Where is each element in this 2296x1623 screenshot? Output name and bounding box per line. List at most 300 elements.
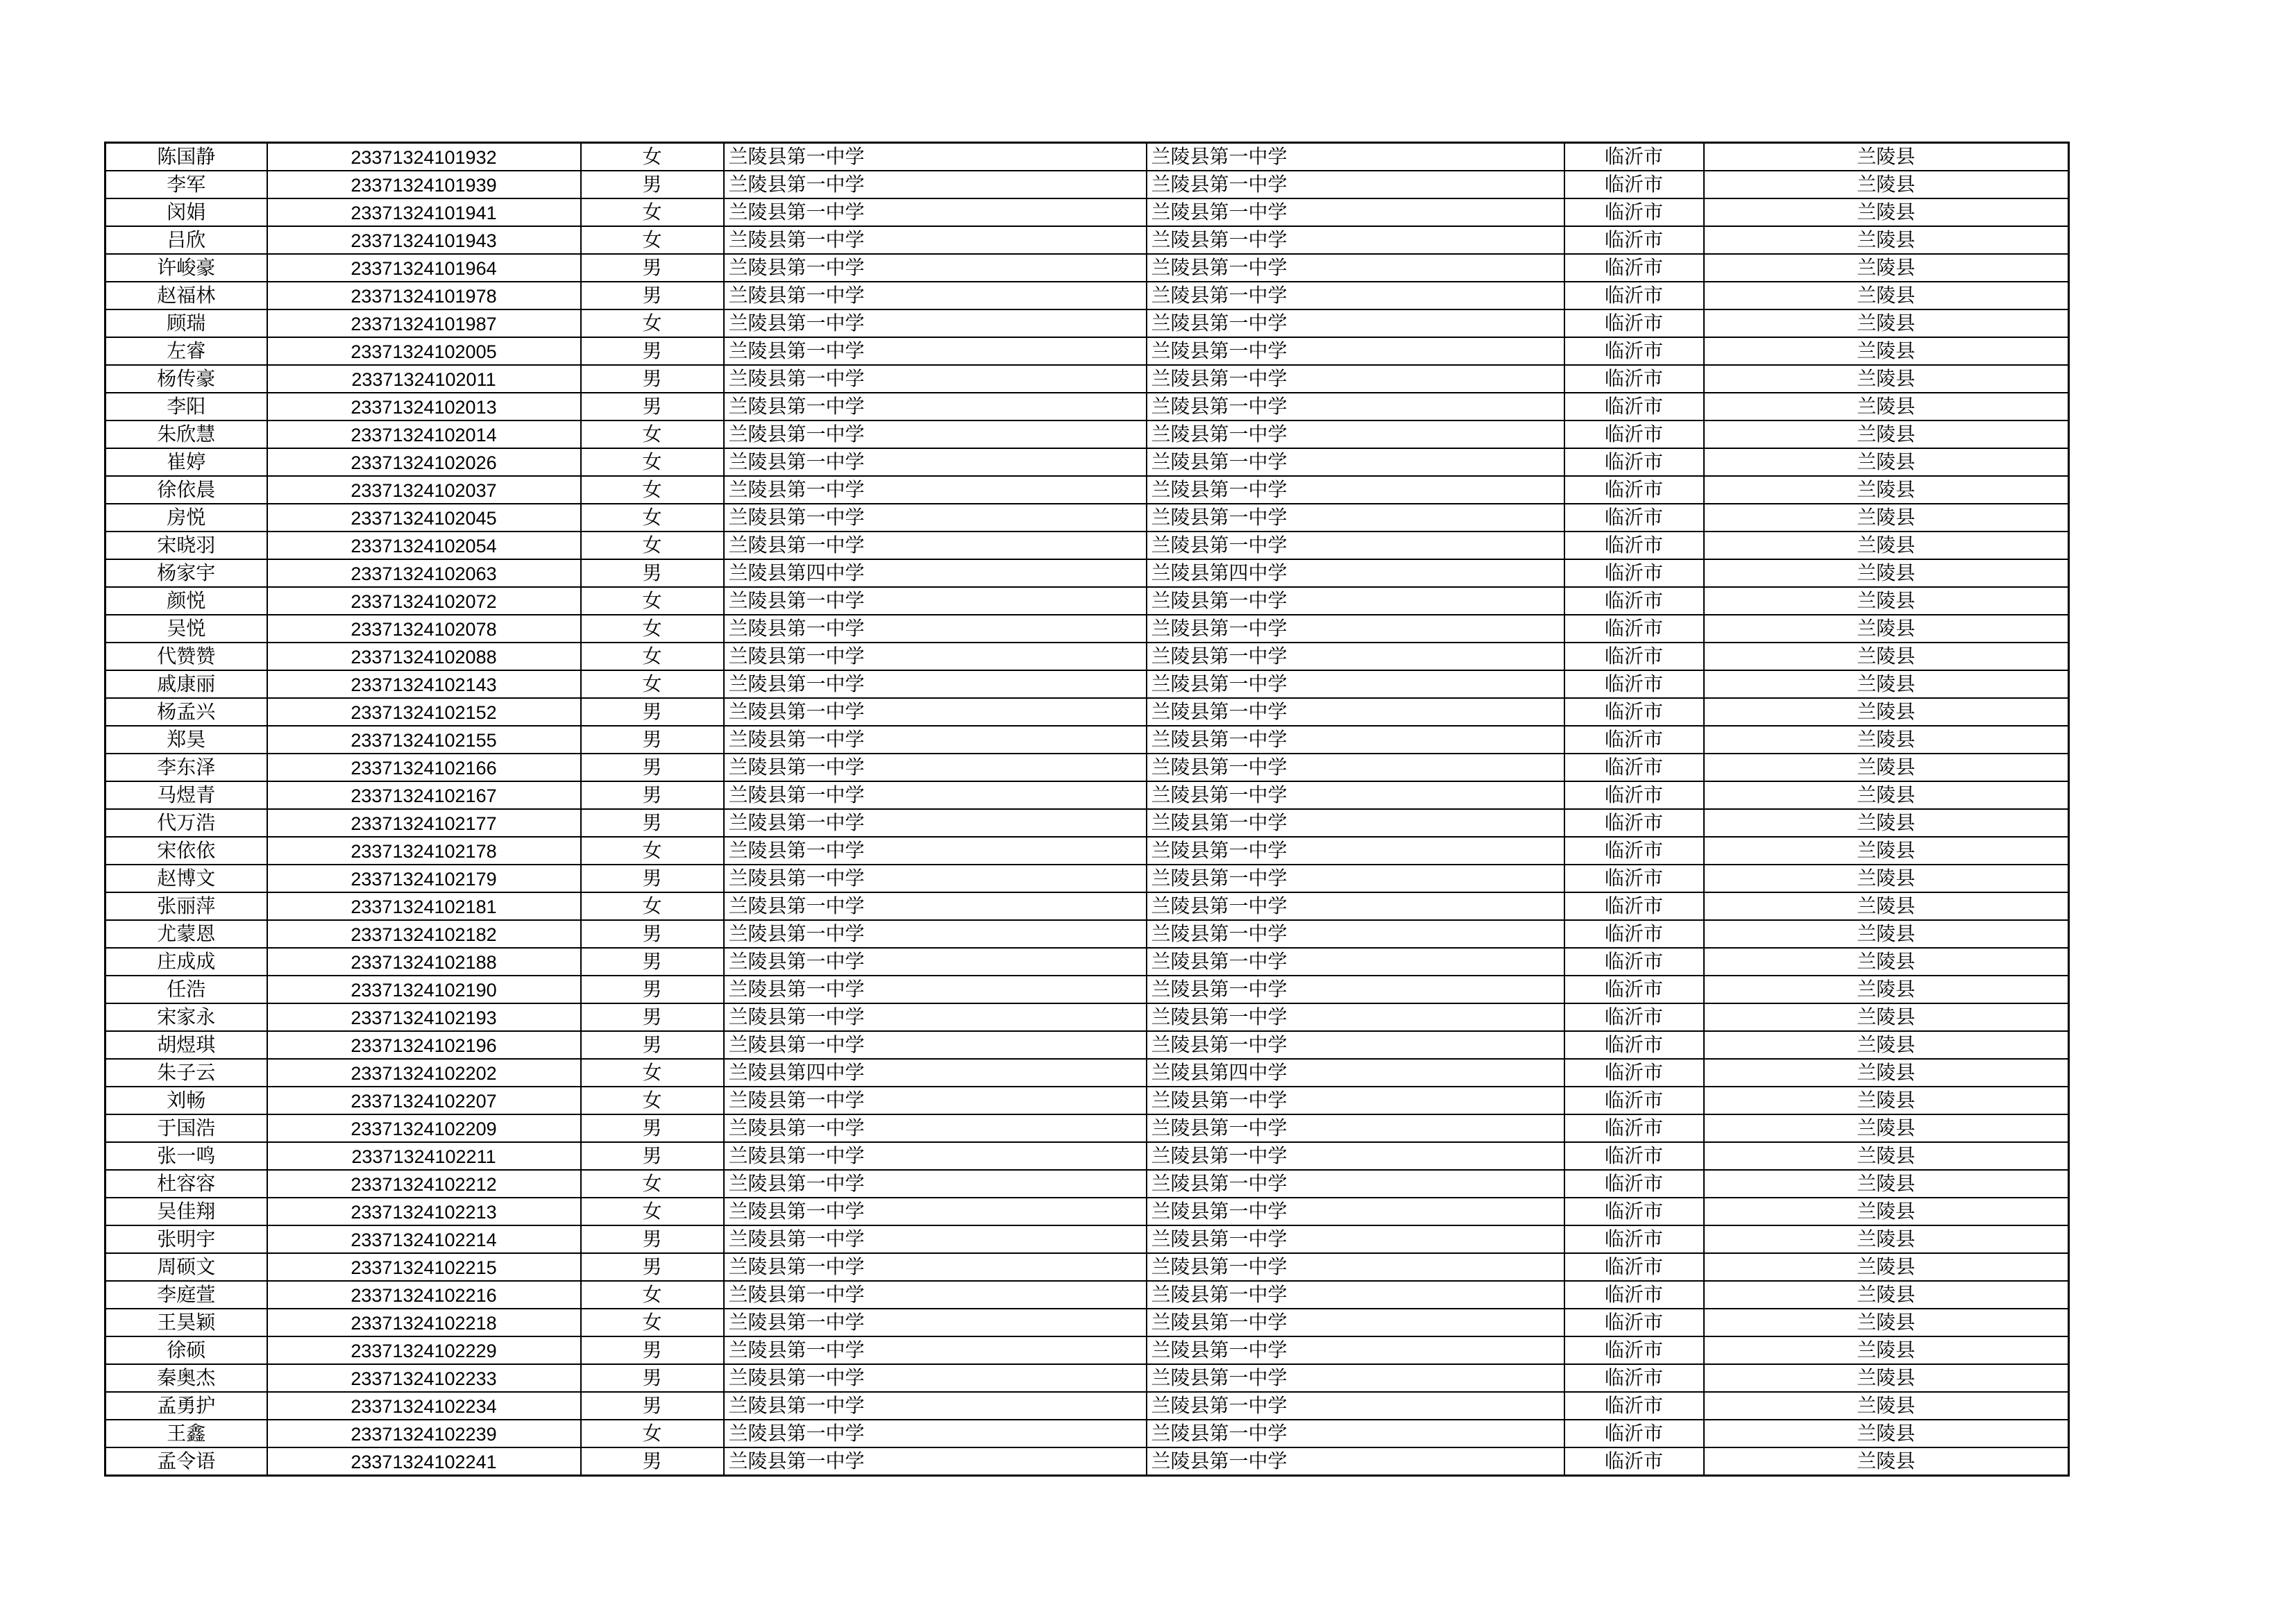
exam-number-cell: 23371324102196 [267, 1031, 581, 1059]
school-2-cell: 兰陵县第一中学 [1147, 920, 1564, 948]
gender-cell: 女 [581, 143, 724, 171]
school-2-cell: 兰陵县第一中学 [1147, 171, 1564, 198]
table-row [105, 1087, 2069, 1114]
county-cell: 兰陵县 [1704, 670, 2069, 698]
gender-cell: 女 [581, 1059, 724, 1087]
school-cell: 兰陵县第一中学 [724, 198, 1147, 226]
city-cell: 临沂市 [1564, 865, 1704, 892]
county-cell: 兰陵县 [1704, 809, 2069, 837]
name-cell: 宋晓羽 [105, 532, 267, 559]
name-cell: 李军 [105, 171, 267, 198]
city-cell: 临沂市 [1564, 1392, 1704, 1420]
gender-cell: 女 [581, 1087, 724, 1114]
county-cell: 兰陵县 [1704, 420, 2069, 448]
city-cell: 临沂市 [1564, 448, 1704, 476]
city-cell: 临沂市 [1564, 837, 1704, 865]
gender-cell: 男 [581, 365, 724, 393]
school-2-cell: 兰陵县第一中学 [1147, 198, 1564, 226]
county-cell: 兰陵县 [1704, 1198, 2069, 1225]
city-cell: 临沂市 [1564, 1087, 1704, 1114]
school-2-cell: 兰陵县第一中学 [1147, 393, 1564, 420]
school-2-cell: 兰陵县第一中学 [1147, 143, 1564, 171]
city-cell: 临沂市 [1564, 198, 1704, 226]
exam-number-cell: 23371324102190 [267, 976, 581, 1003]
gender-cell: 男 [581, 1253, 724, 1281]
county-cell: 兰陵县 [1704, 1114, 2069, 1142]
table-row [105, 143, 2069, 171]
name-cell: 刘畅 [105, 1087, 267, 1114]
county-cell: 兰陵县 [1704, 226, 2069, 254]
city-cell: 临沂市 [1564, 726, 1704, 754]
school-cell: 兰陵县第一中学 [724, 309, 1147, 337]
gender-cell: 女 [581, 420, 724, 448]
school-cell: 兰陵县第一中学 [724, 1225, 1147, 1253]
table-row [105, 420, 2069, 448]
city-cell: 临沂市 [1564, 420, 1704, 448]
name-cell: 赵博文 [105, 865, 267, 892]
gender-cell: 女 [581, 615, 724, 643]
city-cell: 临沂市 [1564, 1059, 1704, 1087]
exam-number-cell: 23371324102078 [267, 615, 581, 643]
table-row [105, 1447, 2069, 1476]
school-2-cell: 兰陵县第一中学 [1147, 1198, 1564, 1225]
exam-number-cell: 23371324102072 [267, 587, 581, 615]
gender-cell: 女 [581, 448, 724, 476]
name-cell: 吴悦 [105, 615, 267, 643]
name-cell: 代万浩 [105, 809, 267, 837]
school-2-cell: 兰陵县第一中学 [1147, 1309, 1564, 1336]
exam-number-cell: 23371324102179 [267, 865, 581, 892]
school-2-cell: 兰陵县第一中学 [1147, 476, 1564, 504]
name-cell: 任浩 [105, 976, 267, 1003]
school-2-cell: 兰陵县第一中学 [1147, 448, 1564, 476]
exam-number-cell: 23371324102037 [267, 476, 581, 504]
school-cell: 兰陵县第一中学 [724, 1114, 1147, 1142]
exam-number-cell: 23371324102181 [267, 892, 581, 920]
gender-cell: 男 [581, 948, 724, 976]
gender-cell: 男 [581, 698, 724, 726]
county-cell: 兰陵县 [1704, 448, 2069, 476]
exam-number-cell: 23371324102178 [267, 837, 581, 865]
county-cell: 兰陵县 [1704, 504, 2069, 532]
table-row [105, 1281, 2069, 1309]
name-cell: 吴佳翔 [105, 1198, 267, 1225]
school-cell: 兰陵县第一中学 [724, 1142, 1147, 1170]
city-cell: 临沂市 [1564, 1336, 1704, 1364]
school-cell: 兰陵县第一中学 [724, 948, 1147, 976]
gender-cell: 女 [581, 226, 724, 254]
county-cell: 兰陵县 [1704, 892, 2069, 920]
name-cell: 杜容容 [105, 1170, 267, 1198]
school-cell: 兰陵县第一中学 [724, 1087, 1147, 1114]
table-row [105, 976, 2069, 1003]
gender-cell: 男 [581, 559, 724, 587]
gender-cell: 女 [581, 504, 724, 532]
name-cell: 孟勇护 [105, 1392, 267, 1420]
exam-number-cell: 23371324101932 [267, 143, 581, 171]
city-cell: 临沂市 [1564, 337, 1704, 365]
school-cell: 兰陵县第一中学 [724, 226, 1147, 254]
city-cell: 临沂市 [1564, 143, 1704, 171]
gender-cell: 女 [581, 670, 724, 698]
school-cell: 兰陵县第一中学 [724, 1003, 1147, 1031]
county-cell: 兰陵县 [1704, 1336, 2069, 1364]
name-cell: 孟令语 [105, 1447, 267, 1476]
name-cell: 秦奥杰 [105, 1364, 267, 1392]
city-cell: 临沂市 [1564, 1420, 1704, 1447]
county-cell: 兰陵县 [1704, 476, 2069, 504]
city-cell: 临沂市 [1564, 309, 1704, 337]
exam-number-cell: 23371324102215 [267, 1253, 581, 1281]
school-cell: 兰陵县第一中学 [724, 337, 1147, 365]
exam-number-cell: 23371324101978 [267, 282, 581, 309]
exam-number-cell: 23371324102216 [267, 1281, 581, 1309]
exam-number-cell: 23371324102005 [267, 337, 581, 365]
school-cell: 兰陵县第一中学 [724, 1170, 1147, 1198]
exam-number-cell: 23371324102063 [267, 559, 581, 587]
county-cell: 兰陵县 [1704, 1420, 2069, 1447]
city-cell: 临沂市 [1564, 1281, 1704, 1309]
city-cell: 临沂市 [1564, 892, 1704, 920]
table-row [105, 504, 2069, 532]
table-row [105, 698, 2069, 726]
city-cell: 临沂市 [1564, 781, 1704, 809]
school-2-cell: 兰陵县第一中学 [1147, 365, 1564, 393]
table-row [105, 809, 2069, 837]
name-cell: 朱欣慧 [105, 420, 267, 448]
table-row [105, 532, 2069, 559]
exam-number-cell: 23371324102233 [267, 1364, 581, 1392]
county-cell: 兰陵县 [1704, 1392, 2069, 1420]
school-cell: 兰陵县第一中学 [724, 587, 1147, 615]
exam-number-cell: 23371324102188 [267, 948, 581, 976]
name-cell: 许峻豪 [105, 254, 267, 282]
gender-cell: 女 [581, 198, 724, 226]
school-2-cell: 兰陵县第一中学 [1147, 1392, 1564, 1420]
school-2-cell: 兰陵县第一中学 [1147, 809, 1564, 837]
table-row [105, 365, 2069, 393]
exam-number-cell: 23371324102166 [267, 754, 581, 781]
exam-number-cell: 23371324102234 [267, 1392, 581, 1420]
city-cell: 临沂市 [1564, 365, 1704, 393]
table-row [105, 1198, 2069, 1225]
school-cell: 兰陵县第一中学 [724, 643, 1147, 670]
county-cell: 兰陵县 [1704, 532, 2069, 559]
name-cell: 庄成成 [105, 948, 267, 976]
school-2-cell: 兰陵县第一中学 [1147, 1142, 1564, 1170]
name-cell: 顾瑞 [105, 309, 267, 337]
school-2-cell: 兰陵县第一中学 [1147, 643, 1564, 670]
county-cell: 兰陵县 [1704, 837, 2069, 865]
school-2-cell: 兰陵县第一中学 [1147, 754, 1564, 781]
school-cell: 兰陵县第一中学 [724, 1281, 1147, 1309]
city-cell: 临沂市 [1564, 532, 1704, 559]
city-cell: 临沂市 [1564, 1003, 1704, 1031]
school-2-cell: 兰陵县第一中学 [1147, 1031, 1564, 1059]
school-2-cell: 兰陵县第一中学 [1147, 698, 1564, 726]
county-cell: 兰陵县 [1704, 254, 2069, 282]
county-cell: 兰陵县 [1704, 781, 2069, 809]
county-cell: 兰陵县 [1704, 393, 2069, 420]
table-row [105, 393, 2069, 420]
school-2-cell: 兰陵县第一中学 [1147, 1003, 1564, 1031]
name-cell: 戚康丽 [105, 670, 267, 698]
exam-number-cell: 23371324102202 [267, 1059, 581, 1087]
exam-number-cell: 23371324101943 [267, 226, 581, 254]
city-cell: 临沂市 [1564, 948, 1704, 976]
city-cell: 临沂市 [1564, 1198, 1704, 1225]
exam-number-cell: 23371324102182 [267, 920, 581, 948]
gender-cell: 女 [581, 892, 724, 920]
school-2-cell: 兰陵县第一中学 [1147, 892, 1564, 920]
gender-cell: 男 [581, 1114, 724, 1142]
name-cell: 徐依晨 [105, 476, 267, 504]
table-row [105, 920, 2069, 948]
school-cell: 兰陵县第一中学 [724, 781, 1147, 809]
city-cell: 临沂市 [1564, 1253, 1704, 1281]
city-cell: 临沂市 [1564, 754, 1704, 781]
county-cell: 兰陵县 [1704, 643, 2069, 670]
school-cell: 兰陵县第一中学 [724, 532, 1147, 559]
school-cell: 兰陵县第一中学 [724, 365, 1147, 393]
gender-cell: 男 [581, 976, 724, 1003]
gender-cell: 男 [581, 254, 724, 282]
table-row [105, 1420, 2069, 1447]
gender-cell: 男 [581, 1447, 724, 1476]
city-cell: 临沂市 [1564, 476, 1704, 504]
name-cell: 吕欣 [105, 226, 267, 254]
school-cell: 兰陵县第一中学 [724, 754, 1147, 781]
exam-number-cell: 23371324102045 [267, 504, 581, 532]
city-cell: 临沂市 [1564, 282, 1704, 309]
school-cell: 兰陵县第一中学 [724, 1198, 1147, 1225]
name-cell: 闵娟 [105, 198, 267, 226]
county-cell: 兰陵县 [1704, 282, 2069, 309]
table-row [105, 1364, 2069, 1392]
exam-number-cell: 23371324101987 [267, 309, 581, 337]
exam-number-cell: 23371324102213 [267, 1198, 581, 1225]
county-cell: 兰陵县 [1704, 865, 2069, 892]
exam-number-cell: 23371324102229 [267, 1336, 581, 1364]
school-cell: 兰陵县第一中学 [724, 448, 1147, 476]
county-cell: 兰陵县 [1704, 754, 2069, 781]
gender-cell: 男 [581, 754, 724, 781]
table-row [105, 309, 2069, 337]
school-cell: 兰陵县第一中学 [724, 476, 1147, 504]
school-2-cell: 兰陵县第一中学 [1147, 1087, 1564, 1114]
table-row [105, 1253, 2069, 1281]
county-cell: 兰陵县 [1704, 143, 2069, 171]
school-cell: 兰陵县第一中学 [724, 254, 1147, 282]
name-cell: 代赞赞 [105, 643, 267, 670]
county-cell: 兰陵县 [1704, 1003, 2069, 1031]
table-row [105, 1003, 2069, 1031]
city-cell: 临沂市 [1564, 1364, 1704, 1392]
gender-cell: 女 [581, 587, 724, 615]
table-row [105, 448, 2069, 476]
exam-number-cell: 23371324102211 [267, 1142, 581, 1170]
name-cell: 李庭萱 [105, 1281, 267, 1309]
table-row [105, 1225, 2069, 1253]
school-2-cell: 兰陵县第一中学 [1147, 1336, 1564, 1364]
county-cell: 兰陵县 [1704, 698, 2069, 726]
school-cell: 兰陵县第一中学 [724, 892, 1147, 920]
school-cell: 兰陵县第一中学 [724, 1309, 1147, 1336]
county-cell: 兰陵县 [1704, 1170, 2069, 1198]
gender-cell: 男 [581, 337, 724, 365]
gender-cell: 女 [581, 1309, 724, 1336]
school-2-cell: 兰陵县第一中学 [1147, 948, 1564, 976]
school-2-cell: 兰陵县第一中学 [1147, 1364, 1564, 1392]
school-cell: 兰陵县第一中学 [724, 1420, 1147, 1447]
city-cell: 临沂市 [1564, 226, 1704, 254]
school-2-cell: 兰陵县第四中学 [1147, 1059, 1564, 1087]
gender-cell: 男 [581, 1364, 724, 1392]
gender-cell: 女 [581, 309, 724, 337]
gender-cell: 男 [581, 726, 724, 754]
name-cell: 王鑫 [105, 1420, 267, 1447]
exam-number-cell: 23371324102212 [267, 1170, 581, 1198]
name-cell: 张丽萍 [105, 892, 267, 920]
table-row [105, 1170, 2069, 1198]
student-roster-table [104, 142, 2070, 1477]
county-cell: 兰陵县 [1704, 587, 2069, 615]
gender-cell: 女 [581, 1198, 724, 1225]
table-row [105, 781, 2069, 809]
school-cell: 兰陵县第一中学 [724, 504, 1147, 532]
table-row [105, 1114, 2069, 1142]
name-cell: 王昊颖 [105, 1309, 267, 1336]
exam-number-cell: 23371324101964 [267, 254, 581, 282]
table-row [105, 948, 2069, 976]
table-row [105, 726, 2069, 754]
county-cell: 兰陵县 [1704, 1225, 2069, 1253]
table-row [105, 1309, 2069, 1336]
city-cell: 临沂市 [1564, 1170, 1704, 1198]
name-cell: 李阳 [105, 393, 267, 420]
school-cell: 兰陵县第一中学 [724, 670, 1147, 698]
city-cell: 临沂市 [1564, 976, 1704, 1003]
county-cell: 兰陵县 [1704, 1087, 2069, 1114]
school-2-cell: 兰陵县第一中学 [1147, 1420, 1564, 1447]
county-cell: 兰陵县 [1704, 1142, 2069, 1170]
school-cell: 兰陵县第一中学 [724, 1253, 1147, 1281]
county-cell: 兰陵县 [1704, 559, 2069, 587]
table-row [105, 643, 2069, 670]
city-cell: 临沂市 [1564, 698, 1704, 726]
exam-number-cell: 23371324102088 [267, 643, 581, 670]
city-cell: 临沂市 [1564, 615, 1704, 643]
county-cell: 兰陵县 [1704, 309, 2069, 337]
school-cell: 兰陵县第一中学 [724, 1336, 1147, 1364]
city-cell: 临沂市 [1564, 504, 1704, 532]
city-cell: 临沂市 [1564, 1309, 1704, 1336]
gender-cell: 男 [581, 1003, 724, 1031]
exam-number-cell: 23371324101941 [267, 198, 581, 226]
school-cell: 兰陵县第一中学 [724, 420, 1147, 448]
name-cell: 颜悦 [105, 587, 267, 615]
exam-number-cell: 23371324102155 [267, 726, 581, 754]
exam-number-cell: 23371324102014 [267, 420, 581, 448]
gender-cell: 女 [581, 837, 724, 865]
school-cell: 兰陵县第一中学 [724, 1447, 1147, 1476]
city-cell: 临沂市 [1564, 1142, 1704, 1170]
school-2-cell: 兰陵县第一中学 [1147, 309, 1564, 337]
school-cell: 兰陵县第一中学 [724, 1392, 1147, 1420]
gender-cell: 男 [581, 1336, 724, 1364]
name-cell: 宋依依 [105, 837, 267, 865]
table-row [105, 1142, 2069, 1170]
school-cell: 兰陵县第一中学 [724, 698, 1147, 726]
table-row [105, 198, 2069, 226]
county-cell: 兰陵县 [1704, 948, 2069, 976]
school-cell: 兰陵县第一中学 [724, 1364, 1147, 1392]
school-2-cell: 兰陵县第一中学 [1147, 1225, 1564, 1253]
exam-number-cell: 23371324102011 [267, 365, 581, 393]
county-cell: 兰陵县 [1704, 1281, 2069, 1309]
gender-cell: 男 [581, 1142, 724, 1170]
name-cell: 胡煜琪 [105, 1031, 267, 1059]
gender-cell: 男 [581, 809, 724, 837]
school-cell: 兰陵县第一中学 [724, 920, 1147, 948]
school-2-cell: 兰陵县第一中学 [1147, 420, 1564, 448]
city-cell: 临沂市 [1564, 1114, 1704, 1142]
name-cell: 左睿 [105, 337, 267, 365]
city-cell: 临沂市 [1564, 809, 1704, 837]
school-cell: 兰陵县第四中学 [724, 1059, 1147, 1087]
school-cell: 兰陵县第四中学 [724, 559, 1147, 587]
school-2-cell: 兰陵县第一中学 [1147, 865, 1564, 892]
school-cell: 兰陵县第一中学 [724, 143, 1147, 171]
county-cell: 兰陵县 [1704, 1253, 2069, 1281]
gender-cell: 男 [581, 1031, 724, 1059]
school-cell: 兰陵县第一中学 [724, 837, 1147, 865]
county-cell: 兰陵县 [1704, 615, 2069, 643]
exam-number-cell: 23371324102167 [267, 781, 581, 809]
county-cell: 兰陵县 [1704, 1364, 2069, 1392]
school-cell: 兰陵县第一中学 [724, 393, 1147, 420]
city-cell: 临沂市 [1564, 559, 1704, 587]
gender-cell: 女 [581, 1420, 724, 1447]
table-row [105, 670, 2069, 698]
city-cell: 临沂市 [1564, 1225, 1704, 1253]
gender-cell: 男 [581, 282, 724, 309]
school-2-cell: 兰陵县第一中学 [1147, 226, 1564, 254]
county-cell: 兰陵县 [1704, 1447, 2069, 1476]
name-cell: 杨传豪 [105, 365, 267, 393]
city-cell: 临沂市 [1564, 254, 1704, 282]
county-cell: 兰陵县 [1704, 171, 2069, 198]
exam-number-cell: 23371324102214 [267, 1225, 581, 1253]
gender-cell: 男 [581, 393, 724, 420]
name-cell: 郑昊 [105, 726, 267, 754]
school-2-cell: 兰陵县第一中学 [1147, 587, 1564, 615]
name-cell: 于国浩 [105, 1114, 267, 1142]
school-cell: 兰陵县第一中学 [724, 615, 1147, 643]
county-cell: 兰陵县 [1704, 726, 2069, 754]
school-2-cell: 兰陵县第一中学 [1147, 1114, 1564, 1142]
table-row [105, 171, 2069, 198]
table-row [105, 226, 2069, 254]
table-row [105, 559, 2069, 587]
table-row [105, 865, 2069, 892]
gender-cell: 男 [581, 865, 724, 892]
school-2-cell: 兰陵县第四中学 [1147, 559, 1564, 587]
school-cell: 兰陵县第一中学 [724, 809, 1147, 837]
name-cell: 陈国静 [105, 143, 267, 171]
city-cell: 临沂市 [1564, 643, 1704, 670]
table-row [105, 1031, 2069, 1059]
